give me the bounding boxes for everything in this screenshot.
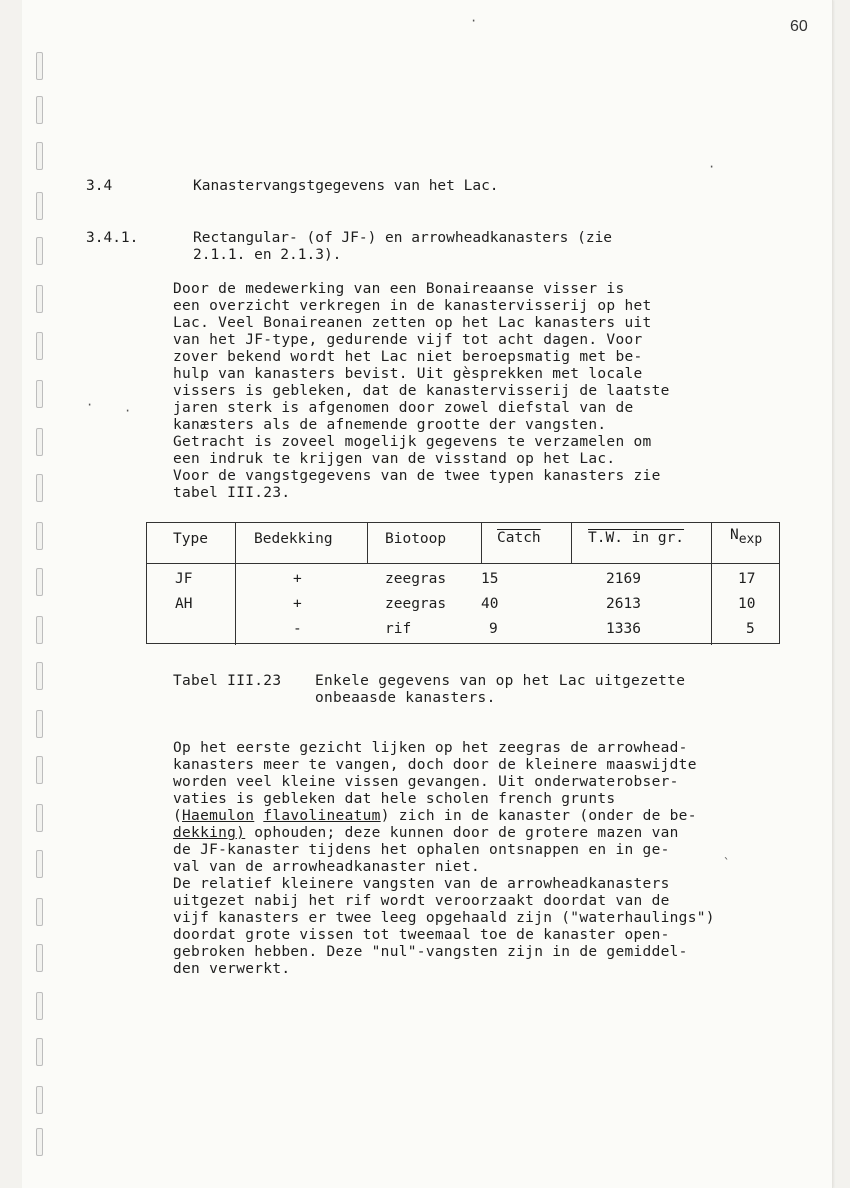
binder-hole xyxy=(36,96,43,124)
paragraph1-line: tabel III.23. xyxy=(173,485,291,501)
binder-hole xyxy=(36,710,43,738)
binder-hole xyxy=(36,992,43,1020)
paper-speck: · xyxy=(86,398,94,412)
header-type: Type xyxy=(173,531,208,547)
binder-hole xyxy=(36,898,43,926)
data-table xyxy=(146,522,780,644)
paragraph1-line: Getracht is zoveel mogelijk gegevens te verzamelen om xyxy=(173,434,652,450)
paragraph2-line: Op het eerste gezicht lijken op het zeegras de arrowhead- xyxy=(173,740,688,756)
paper-speck: · xyxy=(124,404,132,418)
header-total-weight: T.W. in gr. xyxy=(588,530,685,546)
paragraph2-line: De relatief kleinere vangsten van de arrowheadkanasters xyxy=(173,876,670,892)
underlined-word: dekking) xyxy=(173,825,246,841)
section-title: Kanastervangstgegevens van het Lac. xyxy=(193,178,499,194)
paragraph1-line: zover bekend wordt het Lac niet beroepsmatig met be- xyxy=(173,349,643,365)
binder-hole xyxy=(36,756,43,784)
table-cell-bedekking: - xyxy=(293,621,302,637)
paragraph2-line: de JF-kanaster tijdens het ophalen ontsnappen en in ge- xyxy=(173,842,670,858)
column-divider xyxy=(235,523,236,645)
table-cell-total-weight: 2613 xyxy=(606,596,641,612)
subsection-title-line2: 2.1.1. en 2.1.3). xyxy=(193,247,342,263)
binder-hole xyxy=(36,522,43,550)
paragraph1-line: kanæsters als de afnemende grootte der vangsten. xyxy=(173,417,607,433)
paragraph1-line: Lac. Veel Bonaireanen zetten op het Lac kanasters uit xyxy=(173,315,652,331)
table-cell-total-weight: 2169 xyxy=(606,571,641,587)
header-n-letter: N xyxy=(730,527,739,543)
paragraph2-line: gebroken hebben. Deze "nul"-vangsten zijn in de gemiddel- xyxy=(173,944,688,960)
paragraph1-line: vissers is gebleken, dat de kanastervisserij de laatste xyxy=(173,383,670,399)
column-divider xyxy=(571,523,572,563)
binder-hole xyxy=(36,662,43,690)
table-cell-type: AH xyxy=(175,596,193,612)
header-n-subscript: exp xyxy=(738,531,763,547)
binder-hole xyxy=(36,332,43,360)
binder-hole xyxy=(36,1086,43,1114)
binder-hole xyxy=(36,804,43,832)
header-catch: Catch xyxy=(497,530,541,546)
column-divider xyxy=(711,523,712,645)
subsection-title-line1: Rectangular- (of JF-) en arrowheadkanasters (zie xyxy=(193,230,613,246)
table-cell-catch: 9 xyxy=(489,621,498,637)
binder-hole xyxy=(36,428,43,456)
header-biotoop: Biotoop xyxy=(385,531,447,547)
paragraph1-line: jaren sterk is afgenomen door zowel diefstal van de xyxy=(173,400,634,416)
paragraph2-line xyxy=(173,808,697,824)
paragraph2-line: kanasters meer te vangen, doch door de kleinere maaswijdte xyxy=(173,757,697,773)
binder-hole xyxy=(36,142,43,170)
table-header-divider xyxy=(147,563,779,564)
table-cell-n: 5 xyxy=(746,621,755,637)
paragraph2-line: den verwerkt. xyxy=(173,961,291,977)
table-cell-n: 10 xyxy=(738,596,756,612)
subsection-number: 3.4.1. xyxy=(86,230,139,246)
table-cell-total-weight: 1336 xyxy=(606,621,641,637)
species-genus: Haemulon xyxy=(182,808,255,824)
paragraph2-line xyxy=(173,825,679,841)
binder-hole xyxy=(36,944,43,972)
paper-speck: · xyxy=(470,14,478,28)
paragraph2-line: vijf kanasters er twee leeg opgehaald zijn ("waterhaulings") xyxy=(173,910,715,926)
column-divider xyxy=(481,523,482,563)
table-cell-biotoop: rif xyxy=(385,621,412,637)
paragraph1-line: een indruk te krijgen van de visstand op het Lac. xyxy=(173,451,616,467)
paper-speck: · xyxy=(708,160,716,174)
paragraph2-line: doordat grote vissen tot tweemaal toe de kanaster open- xyxy=(173,927,670,943)
table-cell-biotoop: zeegras xyxy=(385,596,447,612)
paper-speck: ` xyxy=(723,856,731,870)
binder-hole xyxy=(36,52,43,80)
binder-hole xyxy=(36,616,43,644)
species-epithet: flavolineatum xyxy=(263,808,381,824)
table-cell-n: 17 xyxy=(738,571,756,587)
paragraph1-line: hulp van kanasters bevist. Uit gèsprekken met locale xyxy=(173,366,643,382)
paragraph2-line: uitgezet nabij het rif wordt veroorzaakt doordat van de xyxy=(173,893,670,909)
binder-hole xyxy=(36,285,43,313)
paragraph1-line: Voor de vangstgegevens van de twee typen kanasters zie xyxy=(173,468,661,484)
paragraph1-line: een overzicht verkregen in de kanastervisserij op het xyxy=(173,298,652,314)
paragraph1-line: van het JF-type, gedurende vijf tot acht dagen. Voor xyxy=(173,332,643,348)
section-number: 3.4 xyxy=(86,178,113,194)
table-cell-bedekking: + xyxy=(293,596,302,612)
table-cell-catch: 15 xyxy=(481,571,499,587)
table-cell-type: JF xyxy=(175,571,193,587)
paren-open: ( xyxy=(173,808,183,824)
paragraph2-line: val van de arrowheadkanaster niet. xyxy=(173,859,481,875)
header-bedekking: Bedekking xyxy=(254,531,333,547)
binder-hole xyxy=(36,380,43,408)
column-divider xyxy=(367,523,368,563)
binder-hole xyxy=(36,1038,43,1066)
table-caption-line2: onbeaasde kanasters. xyxy=(315,690,496,706)
paragraph2-line-rest: ophouden; deze kunnen door de grotere mazen van xyxy=(245,825,679,841)
binder-hole xyxy=(36,192,43,220)
binder-hole xyxy=(36,568,43,596)
binder-hole xyxy=(36,1128,43,1156)
table-cell-catch: 40 xyxy=(481,596,499,612)
binder-hole xyxy=(36,474,43,502)
paragraph2-line: vaties is gebleken dat hele scholen french grunts xyxy=(173,791,616,807)
paragraph2-line-rest: ) zich in de kanaster (onder de be- xyxy=(380,808,697,824)
header-n xyxy=(730,527,762,547)
table-cell-bedekking: + xyxy=(293,571,302,587)
table-caption-line1: Enkele gegevens van op het Lac uitgezette xyxy=(315,673,686,689)
table-cell-biotoop: zeegras xyxy=(385,571,447,587)
paragraph1-line: Door de medewerking van een Bonaireaanse visser is xyxy=(173,281,625,297)
paragraph2-line: worden veel kleine vissen gevangen. Uit onderwaterobser- xyxy=(173,774,679,790)
binder-hole xyxy=(36,237,43,265)
table-caption-label: Tabel III.23 xyxy=(173,673,282,689)
binder-hole xyxy=(36,850,43,878)
page-number: 60 xyxy=(790,18,808,35)
